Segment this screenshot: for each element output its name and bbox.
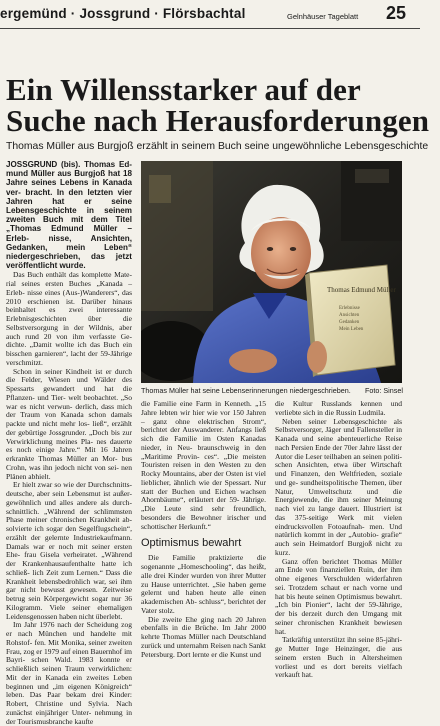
- article-paragraph: [141, 554, 266, 615]
- intro-line: veröffentlicht wurde.: [6, 261, 86, 271]
- book-subtitle-text: Gedanken: [339, 320, 360, 325]
- article-line: Körpergewicht sogar nur 36 Kilogramm.: [6, 594, 133, 612]
- article-line: es dort bereits vielfach verkauft hat.: [275, 661, 402, 680]
- article-line: schluss“, berichtet der Vater stolz.: [141, 597, 267, 615]
- article-line: am Ende von finanziellen Ruin, der ihm: [275, 565, 402, 575]
- article-line: bin Pionier“, lacht der 59-Jährige, der: [275, 600, 403, 618]
- article-line: ohne eigenes Verschulden widerfahren sei.: [275, 574, 402, 592]
- article-line: Viele seiner ehemaligen Leidensgenossen: [6, 602, 132, 621]
- article-line: ebenfalls in die Brüche. Im Jahr 2000: [141, 623, 266, 633]
- article-line: Jährige. „Die Leute sind sehr freundlich,: [141, 495, 267, 513]
- article-line: unterrichtet. „Sie haben gerne gelernt und: [141, 579, 267, 598]
- article-line: solvierte ich sogar den Segelflugschein“,: [6, 524, 132, 534]
- article-column-1: [6, 160, 132, 726]
- article-line: „Homeschooling“, das heißt, alle drei: [141, 562, 266, 580]
- intro-line: Thomas Ed-: [84, 160, 132, 169]
- article-line: seinen Traum verwirklichen: Mit der in: [6, 664, 132, 682]
- book-subtitle-text: Ansichten: [339, 313, 360, 318]
- article-line: zurück und unternahm Reisen nach Sankt: [141, 640, 266, 650]
- article-line: braunschweig in den „Maritime Provin-: [141, 442, 266, 461]
- article-line: haben heute alle einen akademischen Ab-: [141, 588, 267, 606]
- photo-credit: Foto: Sinsel: [365, 386, 403, 395]
- column-1-body: [6, 271, 132, 726]
- article-line: Petersburg. Dort lernte er die Kunst und: [141, 649, 262, 659]
- article-line: welt beobachtet. „So war es nicht verwun-: [6, 392, 132, 411]
- article-line: nehmung in der Tourismusbranche kaufte: [6, 707, 133, 726]
- article-line: mit vielen eindrucksvollen Fotoaufnah-: [275, 512, 402, 531]
- photo-caption: Thomas Müller hat seine Lebenserinnerungen niedergeschrieben.: [141, 386, 351, 395]
- article-line: sich in die Russin Ludmila.: [303, 407, 386, 417]
- article-paragraph: [6, 271, 132, 367]
- column-2-body: [141, 400, 266, 531]
- article-paragraph: [275, 400, 402, 418]
- article-line: verschmitzt.: [6, 357, 43, 367]
- article-line: nicht zu kurz.: [275, 539, 403, 557]
- intro-line: mund Müller aus Burgjoß hat 18: [6, 169, 132, 179]
- subheadline: Thomas Müller aus Burgjoß erzählt in seinem Buch seine ungewöhnliche Lebensgeschichte: [6, 141, 429, 152]
- article-line: ganz ohne elektrischen Strom“, berichtet: [141, 416, 266, 435]
- article-line: ihm seiner Meinung nach viel zu lange: [275, 495, 403, 513]
- article-line: Umweltschutz und die Energiewende, die: [275, 486, 402, 505]
- article-paragraph: [141, 400, 266, 531]
- article-line: heute seinen Optimismus bewahrt. „Ich: [275, 591, 402, 610]
- article-column-2: [141, 400, 266, 659]
- article-line: schen Wald. 1983 konnte er schließlich: [6, 655, 133, 674]
- intro-line: Leben“ niedergeschrieben, das jetzt: [6, 242, 132, 262]
- article-line: Kanada ein zweites Leben beginnen und: [6, 672, 133, 691]
- article-line: Kinder wurden von ihrer Mutter zu Hause: [141, 570, 266, 589]
- article-line: nach Persien Ende der 70er Jahre lässt der: [275, 442, 402, 452]
- article-line: lich Zeit zum Lernen.“ Dass die Krankheit: [6, 567, 132, 586]
- article-line: ge Mutter Inge Heinzinger, die aus seinem: [275, 644, 402, 662]
- article-line: Die Familie praktizierte die sogenannte: [141, 553, 266, 571]
- article-line: Damals war er noch mit seiner ersten Ehe-: [6, 541, 132, 560]
- article-line: Osten ist viel lieblicher, ähnlich wie der: [141, 469, 266, 487]
- section-heading: Optimismus bewahrt: [141, 537, 242, 550]
- intro-line: seinem zweiten Buch mit dem Titel: [6, 206, 132, 225]
- book-subtitle-text: Erlebnisse: [339, 306, 360, 311]
- article-line: bewusst gewesen. Zeitweise betrug sein: [6, 585, 132, 604]
- article-line: Das Buch enthält das komplette Mate-: [13, 270, 132, 280]
- article-line: dauert. Illustriert ist das 375-seitige Werk: [275, 504, 403, 522]
- article-line: wachsen Ahornbäume“, erläutert der 59-: [141, 486, 266, 505]
- article-line: „Doch bis zur Verwirklichung meines Pla-: [6, 427, 132, 446]
- book-title-text: Thomas Edmund Müller: [327, 286, 396, 294]
- article-line: „im eigenen Königreich“ leben. Das Paar: [6, 681, 133, 700]
- headline-line: Suche nach Herausforderungen: [6, 103, 430, 138]
- article-line: es zwei interessante Erlebnisgeschichten: [6, 305, 133, 324]
- article-line: Jahre lebten wir hier wie vor 150 Jahren –: [141, 407, 266, 426]
- photo-illustration: [141, 161, 402, 383]
- article-line: gewandert und hat die Pflanzen- und Tier-: [6, 384, 133, 402]
- article-line: Felder, Wiesen und Wälder des Spessarts: [6, 375, 132, 394]
- article-line: grafie“ auch sein Heimatdorf Burgjoß: [275, 530, 403, 548]
- intro-paragraph: [6, 160, 132, 270]
- article-line: schon damals packte und nicht mehr los-: [6, 410, 133, 429]
- article-line: haben nicht überlebt.: [59, 611, 123, 621]
- article-line: der Auswanderer. Anfangs ließ sich die: [141, 425, 267, 443]
- section-title: ergemünd · Jossgrund · Flörsbachtal: [0, 6, 246, 21]
- intro-line: hat er seine Lebensgeschichte in: [6, 196, 132, 216]
- article-line: Finanzen, den Weltfrieden, soziale und ge-: [275, 469, 403, 487]
- article-paragraph: [6, 621, 132, 726]
- article-line: über die Selbstversorgung in der Wildnis,: [6, 314, 132, 332]
- article-line: schnittlich. „Während der schlimmsten: [6, 506, 132, 516]
- article-line: die Familie eine Farm in Kenneth. „15: [141, 399, 266, 408]
- article-line: er 1979 auf einen Bauernhof im Bayri-: [6, 646, 133, 665]
- article-line: Ganz offen berichtet Thomas Müller: [282, 556, 402, 566]
- page-number: 25: [386, 3, 407, 23]
- article-paragraph: [6, 481, 132, 621]
- article-line: nach München und handelte mit Rohstof-: [6, 629, 133, 647]
- headline: [6, 74, 436, 136]
- header-rule: [0, 28, 420, 29]
- article-line: erzählt der gelernte Industriekaufmann.: [6, 532, 132, 542]
- article-line: Sylvia. Nach zunächst einjähriger Unter-: [6, 699, 132, 717]
- article-paragraph: [275, 558, 402, 637]
- article-paragraph: [275, 636, 402, 680]
- article-line: Krankenhausaufenthalte hatte ich schließ-: [6, 559, 133, 577]
- article-paragraph: [6, 368, 132, 482]
- intro-line: bracht. In den letzten vier Jahren: [6, 187, 132, 206]
- article-line: lebensbedrohlich war, sei ihm gar nicht: [6, 576, 132, 595]
- intro-line: „Thomas Edmund Müller – Erleb-: [6, 224, 132, 243]
- article-line: Tatkräftig unterstützt ihn seine 85-jähri-: [282, 635, 402, 645]
- article-line: men. Und natürlich kommt in der „Autobio-: [275, 521, 402, 540]
- article-line: schottischer Herkunft.“: [141, 521, 211, 531]
- article-line: Neben seiner Lebensgeschichte als: [282, 416, 402, 426]
- article-line: Jahren erkrankte Thomas Müller an Mor-: [6, 445, 133, 464]
- article-line: ersten Buch in Altersheimen vorliest und: [275, 652, 402, 671]
- article-line: Familie im Osten Kanadas nieder, in Neu-: [141, 434, 267, 452]
- book-subtitle-text: Mein Leben: [339, 327, 364, 332]
- page-header: [0, 0, 440, 30]
- article-line: Kanada und seine abenteuerliche Reise: [275, 434, 402, 443]
- column-3-body: [275, 400, 402, 680]
- article-line: bisschen garnieren“, lacht der 59-Jährige: [6, 349, 132, 359]
- article-line: Selbstversorger, Jäger und Fallensteller in: [275, 425, 402, 435]
- article-paragraph: [141, 616, 266, 660]
- article-line: besonders die Bewohner irischer und: [141, 512, 266, 522]
- article-column-3: [275, 400, 402, 680]
- article-line: Trotzdem schaut er nach vorne und hat bis: [275, 582, 402, 601]
- article-photo: [141, 161, 402, 383]
- article-line: bis derzeit durch den Umgang mit seiner: [275, 609, 403, 627]
- article-line: Schon in seiner Kindheit ist er durch die: [6, 366, 132, 385]
- article-line: kehrte Thomas Müller nach Deutschland: [141, 632, 266, 641]
- newspaper-name: Gelnhäuser Tageblatt: [287, 12, 359, 21]
- article-line: bekam drei Kinder: Robert, Christine und: [6, 690, 133, 709]
- article-line: nisse eines (Aus-)Wanderers“, das 2010: [6, 287, 132, 306]
- article-line: frau Gisela verheiratet. „Während der: [6, 550, 133, 569]
- article-line: erschienen ist. Darüber hinaus beinhaltet: [6, 296, 132, 315]
- article-line: die Kultur Russlands kennen und verliebte: [275, 399, 402, 417]
- article-line: Autor die Leser teilhaben an seinen politi-: [275, 451, 402, 461]
- article-line: chronischen Krankheit bewiesen hat.: [275, 617, 402, 636]
- article-line: deutsche, aber sein Lebensmut ist außer-: [6, 489, 132, 499]
- article-line: nen Plänen abhielt.: [6, 462, 132, 481]
- article-line: Phase meiner chronischen Krankheit ab-: [6, 515, 132, 525]
- intro-line: Jahre seines Lebens in Kanada ver-: [6, 178, 132, 197]
- article-line: ces“. „Die meisten Touristen reisen in den: [141, 451, 266, 470]
- article-line: Im Jahr 1976 nach der Scheidung zog er: [6, 620, 132, 639]
- intro-line: nisse, Ansichten, Gedanken, mein: [6, 233, 132, 252]
- article-line: aber auch rund 20 von ihm verfasste Ge-: [6, 322, 132, 341]
- article-line: gewöhnlich und alles andere als durch-: [6, 497, 132, 507]
- article-line: derlich, dass mich der Traum von Kanada: [6, 401, 132, 420]
- article-line: ließ“, erzählt der gebürtige Jossgrunder.: [6, 419, 133, 437]
- article-line: nes dauerte es noch einige Jahre.“ Mit 16: [6, 436, 132, 455]
- article-line: rial seines ersten Buches „Kanada – Erleb-: [6, 279, 132, 297]
- article-line: Westen zu den Rocky Mountains, aber der: [141, 460, 266, 478]
- article-paragraph: [275, 418, 402, 558]
- article-line: fen. Mit Monika, seiner zweiten Frau, zog: [6, 637, 132, 656]
- article-line: schen Ansichten, etwa über Wirtschaft und: [275, 460, 402, 478]
- article-line: Die zweite Ehe ging nach 20 Jahren: [148, 614, 266, 624]
- article-line: sundheitspolitische Themen, über Natur,: [275, 477, 403, 496]
- article-line: Er hielt zwar so wie der Durchschnitts-: [13, 480, 132, 490]
- article-line: bus Crohn, was ihn jedoch nicht von sei-: [6, 454, 132, 472]
- article-line: Spessart. Nur statt der Buchen und Eichen: [141, 477, 267, 496]
- article-line: dichte. „Damit wollte ich das Buch ein: [6, 340, 132, 350]
- headline-line: Ein Willensstarker auf der: [6, 72, 361, 107]
- dateline: JOSSGRUND (bis).: [6, 160, 81, 169]
